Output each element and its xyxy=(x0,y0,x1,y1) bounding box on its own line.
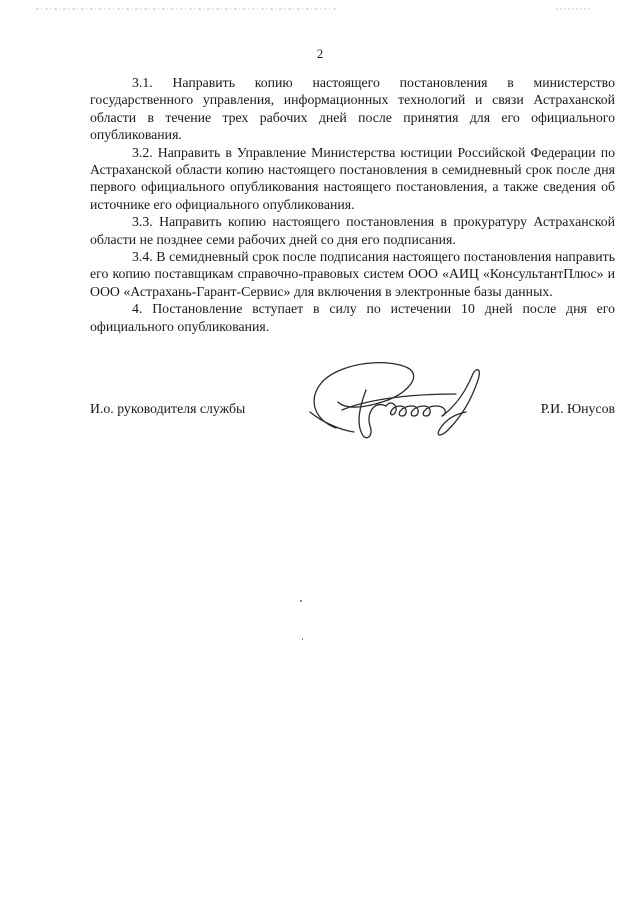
paragraph-3-1: 3.1. Направить копию настоящего постановления в министерство государственного управления, информационных технологий и связи Астраханской области в течение трех рабочих дней после принятия для его официального опубликования. xyxy=(90,75,615,143)
document-body xyxy=(90,74,615,335)
scan-edge-artifact xyxy=(36,6,596,12)
handwritten-signature xyxy=(296,350,506,450)
signatory-name: Р.И. Юнусов xyxy=(540,401,615,416)
paragraph-3-4: 3.4. В семидневный срок после подписания настоящего постановления направить его копию поставщикам справочно-правовых систем ООО «АИЦ «КонсультантПлюс» и ООО «Астрахань-Гарант-Сервис» для включения в электронные базы данных. xyxy=(90,249,615,299)
paragraph-3-3: 3.3. Направить копию настоящего постановления в прокуратуру Астраханской области не позднее семи рабочих дней со дня его подписания. xyxy=(90,214,615,247)
scan-speck xyxy=(302,638,303,640)
page-number: 2 xyxy=(316,46,324,61)
paragraph-3-2: 3.2. Направить в Управление Министерства юстиции Российской Федерации по Астраханской области копию настоящего постановления в семидневный срок после дня первого официального опубликования настоящего постановления, а также сведения об источнике его официального опубликования. xyxy=(90,144,615,212)
scan-speck xyxy=(300,600,302,602)
signatory-position: И.о. руководителя службы xyxy=(90,401,246,416)
paragraph-4: 4. Постановление вступает в силу по истечении 10 дней после дня его официального опубликования. xyxy=(90,301,615,334)
